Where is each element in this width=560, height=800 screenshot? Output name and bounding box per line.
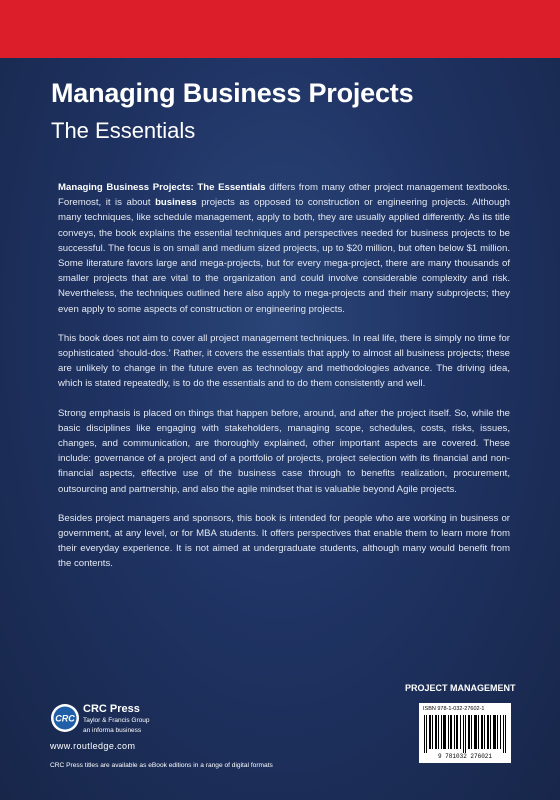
isbn-label: ISBN 978-1-032-27602-1: [423, 706, 485, 712]
book-title: Managing Business Projects: [51, 78, 414, 108]
ebook-note: CRC Press titles are available as eBook editions in a range of digital formats: [50, 762, 273, 769]
publisher-name: CRC Press: [83, 703, 140, 715]
publisher-informa: an informa business: [83, 727, 142, 734]
description-paragraph-1: [58, 180, 510, 317]
crc-press-logo-icon: [50, 703, 80, 733]
book-description: [58, 180, 510, 586]
top-red-band: [0, 0, 560, 58]
publisher-group: Taylor & Francis Group: [83, 717, 150, 724]
description-lead: Managing Business Projects: The Essentials: [58, 182, 266, 193]
svg-text:CRC: CRC: [55, 713, 75, 724]
barcode-number: 9 781032 276021: [437, 753, 492, 760]
description-paragraph-4: Besides project managers and sponsors, this book is intended for people who are working in business or government, at any level, or for MBA students. It offers perspectives that enable them to learn more from their everyday experience. It is not aimed at undergraduate students, although many would benefit from the contents.: [58, 512, 510, 570]
barcode-box: [419, 703, 511, 763]
description-paragraph-3: Strong emphasis is placed on things that happen before, around, and after the project itself. So, while the basic disciplines like engaging with stakeholders, managing scope, schedules, costs, risks, issues, changes, and communication, are thoroughly explained, other important aspects are covered. These include: governance of a project and of a portfolio of projects, project selection with its financial and non-financial aspects, effective use of the business case through to benefits realization, procurement, outsourcing and partnership, and also the agile mindset that is valuable beyond Agile projects.: [58, 407, 510, 495]
subject-category: PROJECT MANAGEMENT: [405, 683, 516, 693]
description-emphasis: business: [155, 197, 197, 209]
description-p1-part-b: projects as opposed to construction or engineering projects. Although many techniques, like schedule management, apply to both, they are usually applied differently. As its title conveys, the book explains the essential techniques and perspectives needed for business projects to be successful. The focus is on small and medium sized projects, up to $20 million, but often below $1 million. Some literature favors large and mega-projects, but for every mega-project, there are many thousands of smaller projects that are vital to the organization and could involve considerable complexity and risk. Nevertheless, the techniques outlined here also apply to mega-projects and their many subprojects; they even apply to some aspects of construction or engineering projects.: [58, 197, 511, 315]
barcode-icon: [423, 715, 507, 753]
description-paragraph-2: This book does not aim to cover all project management techniques. In real life, there is simply no time for sophisticated ‘should-dos.’ Rather, it covers the essentials that apply to almost all business projects; these are unlikely to change in the future even as technology and methodologies advance. The driving idea, which is stated repeatedly, is to do the essentials and to do them consistently and well.: [58, 332, 510, 390]
book-subtitle: The Essentials: [51, 118, 196, 143]
description-p1-part-a: differs from many other project management textbooks. Foremost, it is about: [58, 182, 510, 209]
publisher-website: www.routledge.com: [50, 741, 136, 751]
